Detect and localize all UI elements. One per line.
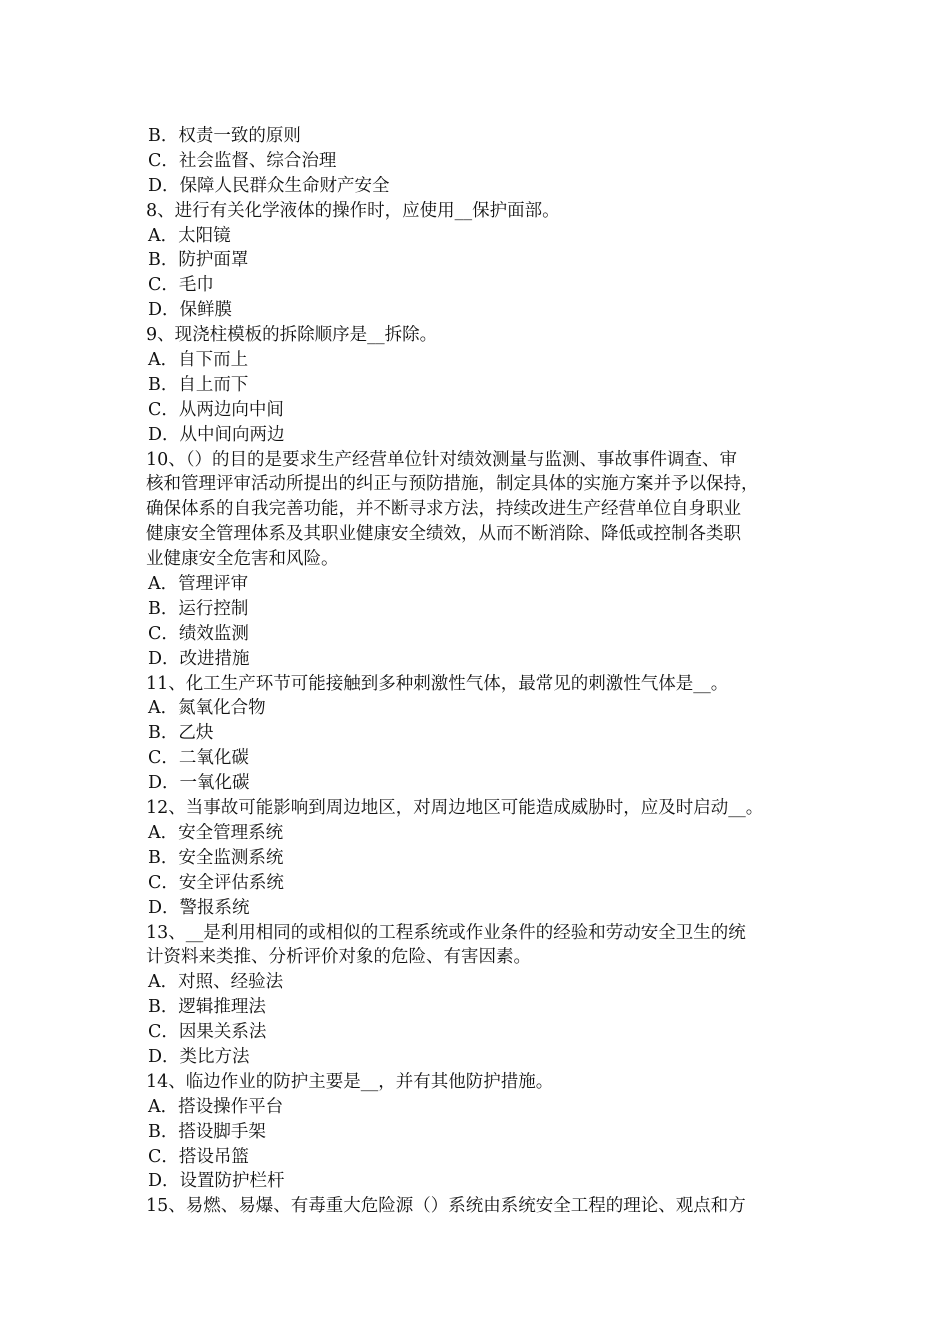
option-b: B．安全监测系统 [148, 847, 284, 868]
option-a: A．搭设操作平台 [148, 1096, 284, 1117]
option-d: D．设置防护栏杆 [148, 1171, 285, 1192]
question-10 [146, 448, 826, 672]
option-c: C．搭设吊篮 [148, 1146, 249, 1167]
option-a: A．太阳镜 [148, 225, 231, 246]
question-11 [146, 672, 826, 796]
question-13 [146, 921, 826, 1070]
question-7-tail [146, 124, 826, 199]
option-d: D．保鲜膜 [148, 300, 233, 321]
question-stem-line: 业健康安全危害和风险。 [146, 549, 339, 570]
option-c: C．绩效监测 [148, 623, 249, 644]
question-stem: 8、进行有关化学液体的操作时，应使用__保护面部。 [146, 200, 560, 221]
question-stem: 15、易燃、易爆、有毒重大危险源（）系统由系统安全工程的理论、观点和方 [146, 1196, 746, 1217]
option-d: D．警报系统 [148, 897, 250, 918]
option-a: A．安全管理系统 [148, 822, 284, 843]
question-stem-line: 10、（）的目的是要求生产经营单位针对绩效测量与监测、事故事件调查、审 [146, 449, 738, 470]
option-d: D．改进措施 [148, 648, 250, 669]
question-15 [146, 1194, 826, 1219]
option-b: B．乙炔 [148, 723, 214, 744]
question-stem: 9、现浇柱模板的拆除顺序是__拆除。 [146, 325, 438, 346]
option-d: D．一氧化碳 [148, 773, 250, 794]
question-stem-line: 核和管理评审活动所提出的纠正与预防措施，制定具体的实施方案并予以保持， [146, 474, 759, 495]
option-d: D．从中间向两边 [148, 424, 285, 445]
question-stem: 14、临边作业的防护主要是__，并有其他防护措施。 [146, 1071, 554, 1092]
option-a: A．氮氧化合物 [148, 698, 266, 719]
question-stem-line: 计资料来类推、分析评价对象的危险、有害因素。 [146, 947, 531, 968]
option-c: C．二氧化碳 [148, 748, 249, 769]
option-b: B．搭设脚手架 [148, 1121, 266, 1142]
option-c: C．因果关系法 [148, 1022, 267, 1043]
question-stem-line: 13、__是利用相同的或相似的工程系统或作业条件的经验和劳动安全卫生的统 [146, 922, 746, 943]
option-b: B．防护面罩 [148, 250, 249, 271]
option-c: C．社会监督、综合治理 [148, 150, 337, 171]
question-stem-line: 健康安全管理体系及其职业健康安全绩效，从而不断消除、降低或控制各类职 [146, 524, 741, 545]
option-a: A．管理评审 [148, 574, 249, 595]
option-b: B．逻辑推理法 [148, 997, 266, 1018]
option-d: D．类比方法 [148, 1046, 250, 1067]
question-stem: 12、当事故可能影响到周边地区，对周边地区可能造成威胁时，应及时启动__。 [146, 798, 764, 819]
option-d: D．保障人民群众生命财产安全 [148, 175, 390, 196]
option-c: C．安全评估系统 [148, 872, 284, 893]
document-page [146, 124, 826, 1219]
option-a: A．对照、经验法 [148, 972, 284, 993]
option-c: C．毛巾 [148, 275, 214, 296]
option-b: B．运行控制 [148, 598, 249, 619]
question-stem-line: 确保体系的自我完善功能，并不断寻求方法，持续改进生产经营单位自身职业 [146, 499, 741, 520]
question-8 [146, 199, 826, 323]
option-a: A．自下而上 [148, 350, 249, 371]
option-c: C．从两边向中间 [148, 399, 284, 420]
question-9 [146, 323, 826, 447]
question-12 [146, 796, 826, 920]
question-14 [146, 1070, 826, 1194]
option-b: B．权责一致的原则 [148, 126, 301, 146]
option-b: B．自上而下 [148, 374, 249, 395]
question-stem: 11、化工生产环节可能接触到多种刺激性气体，最常见的刺激性气体是__。 [146, 673, 729, 694]
